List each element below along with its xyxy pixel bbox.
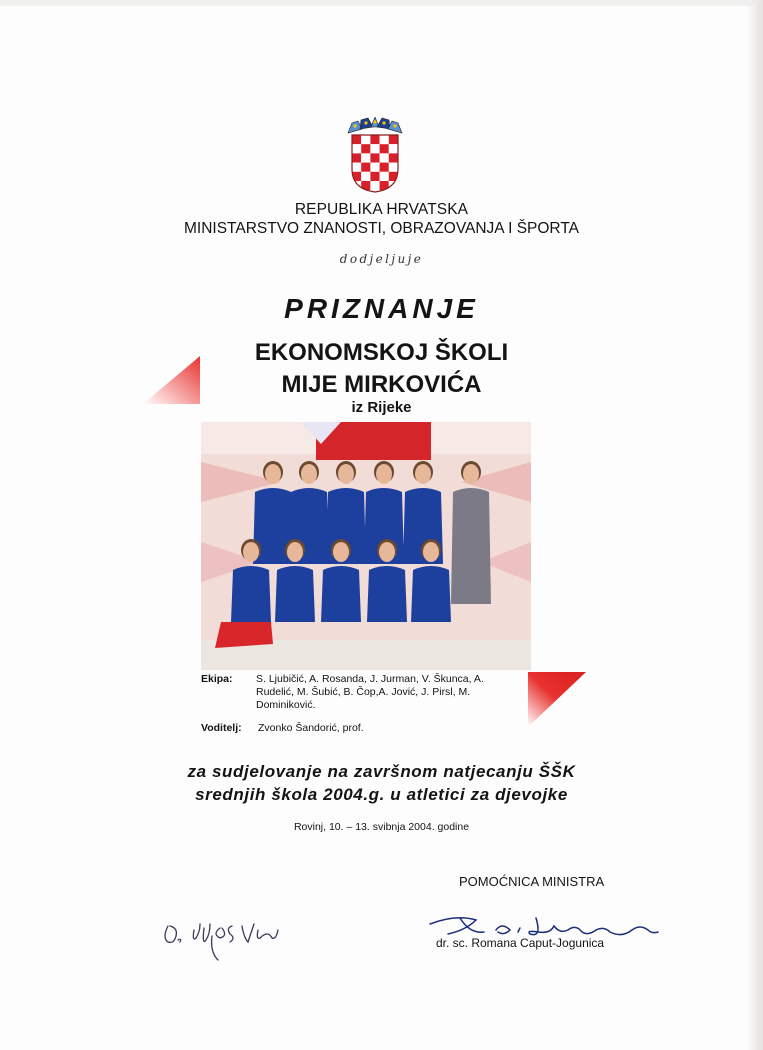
team-photo xyxy=(201,422,531,670)
red-trousers xyxy=(215,622,273,648)
signatory-name: dr. sc. Romana Caput-Jogunica xyxy=(436,936,605,950)
scan-edge-right xyxy=(747,0,763,1050)
recipient-line-2: MIJE MIRKOVIĆA xyxy=(281,371,482,398)
red-triangle-decoration-right xyxy=(528,672,588,728)
certificate-title: PRIZNANJE xyxy=(284,293,479,324)
country-name: REPUBLIKA HRVATSKA xyxy=(294,201,469,218)
place-and-date: Rovinj, 10. – 13. svibnja 2004. godine xyxy=(293,821,470,833)
team-members: S. Ljubičić, A. Rosanda, J. Jurman, V. Škunca, A. Rudelić, M. Šubić, B. Čop,A. Jović, J. Pirsl, M. Dominiković. xyxy=(256,673,484,711)
coach-name: Zvonko Šandorić, prof. xyxy=(258,722,364,734)
recipient-line-1: EKONOMSKOJ ŠKOLI xyxy=(254,339,509,366)
coat-of-arms-icon xyxy=(346,117,404,193)
signatory-title: POMOĆNICA MINISTRA xyxy=(459,874,605,889)
scan-edge-top xyxy=(0,0,763,6)
crown xyxy=(348,117,402,133)
purpose-line-1: za sudjelovanje na završnom natjecanju ŠŠK xyxy=(187,762,576,781)
awards-verb: dodjeljuje xyxy=(339,252,424,266)
purpose-line-2: srednjih škola 2004.g. u atletici za djevojke xyxy=(195,785,568,804)
checkerboard-shield xyxy=(352,135,398,190)
team-label: Ekipa: xyxy=(201,673,233,685)
signature-mark xyxy=(426,908,662,960)
recipient-city: iz Rijeke xyxy=(351,399,412,416)
ministry-name: MINISTARSTVO ZNANOSTI, OBRAZOVANJA I ŠPORTA xyxy=(183,220,579,237)
coach-label: Voditelj: xyxy=(201,722,242,734)
handwritten-note xyxy=(160,908,310,966)
